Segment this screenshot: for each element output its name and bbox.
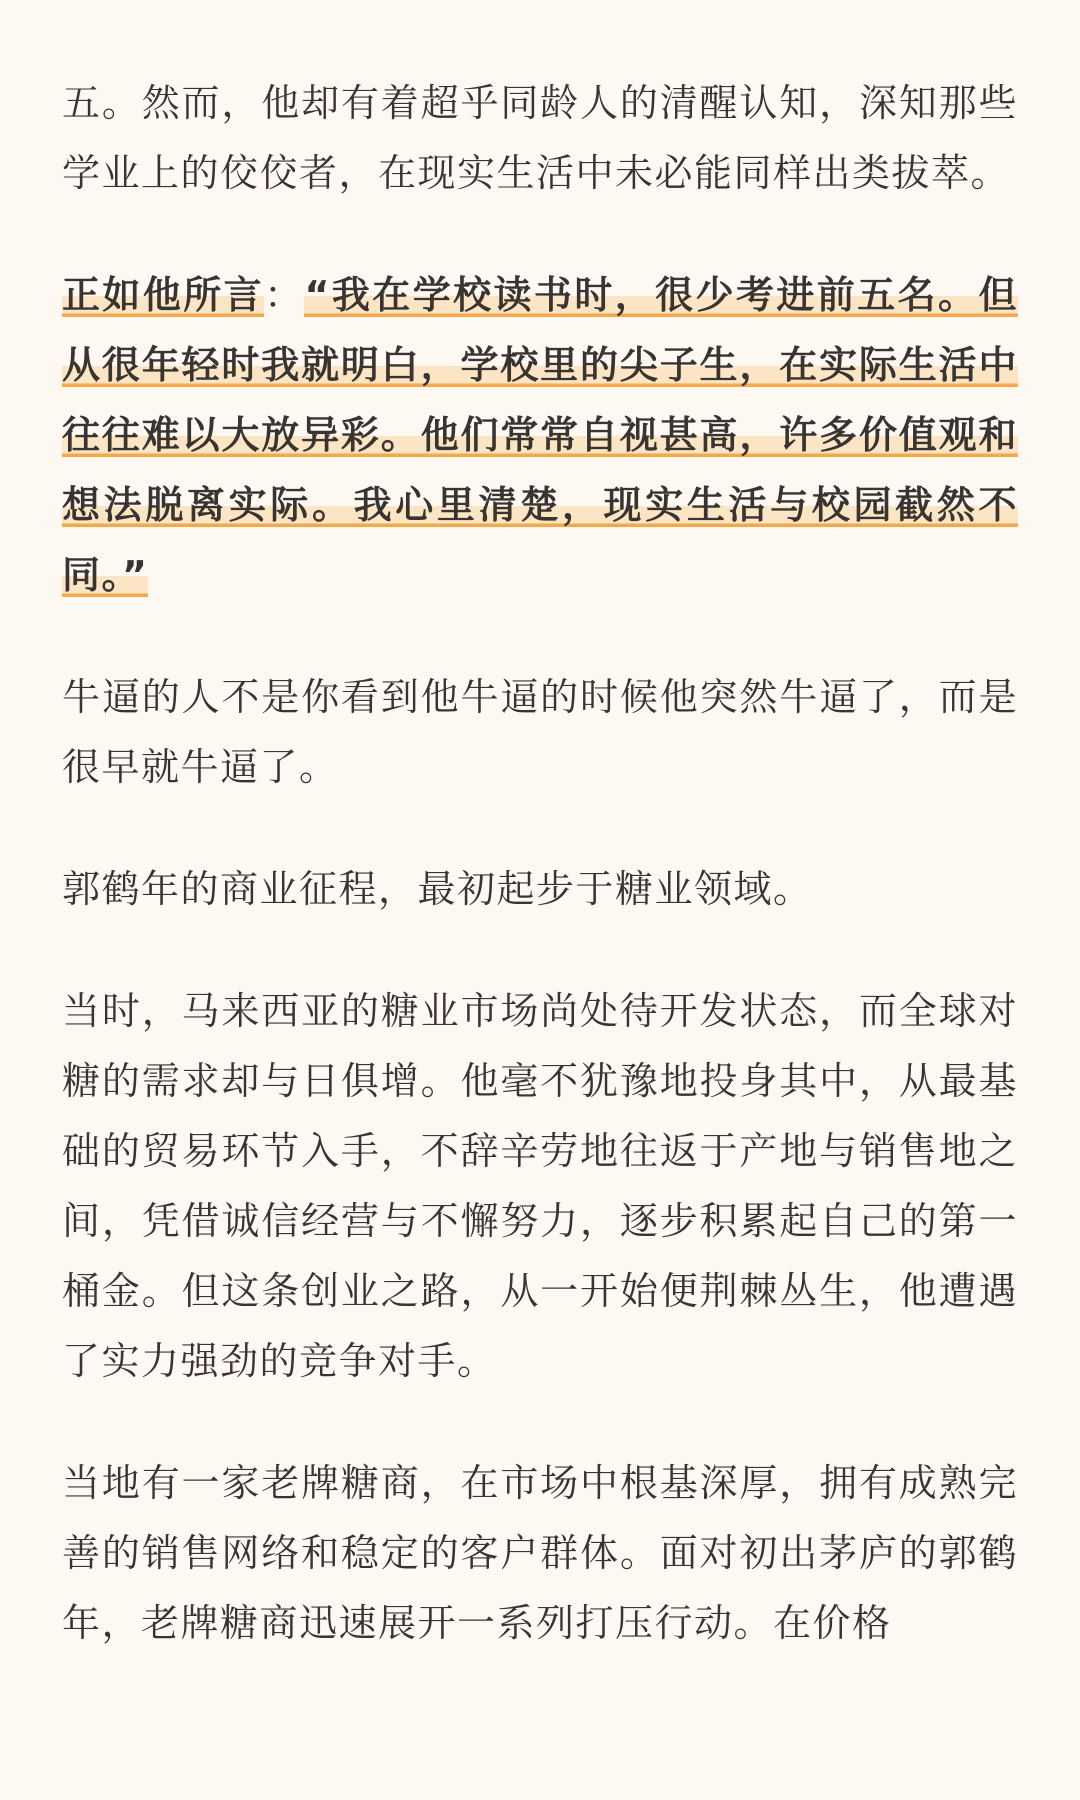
paragraph-remark: 牛逼的人不是你看到他牛逼的时候他突然牛逼了，而是很早就牛逼了。 (62, 675, 1018, 789)
paragraph-sugar-start: 郭鹤年的商业征程，最初起步于糖业领域。 (62, 867, 813, 911)
paragraph-competitor: 当地有一家老牌糖商，在市场中根基深厚，拥有成熟完善的销售网络和稳定的客户群体。面对初出茅庐的郭鹤年，老牌糖商迅速展开一系列打压行动。在价格 (62, 1461, 1018, 1645)
quote-lead: 正如他所言 (62, 273, 265, 317)
quote-colon: ： (264, 273, 305, 317)
paragraph-quote (62, 260, 1018, 610)
paragraph-intro: 五。然而，他却有着超乎同龄人的清醒认知，深知那些学业上的佼佼者，在现实生活中未必能同样出类拔萃。 (62, 81, 1018, 195)
paragraph-market: 当时，马来西亚的糖业市场尚处待开发状态，而全球对糖的需求却与日俱增。他毫不犹豫地投身其中，从最基础的贸易环节入手，不辞辛劳地往返于产地与销售地之间，凭借诚信经营与不懈努力，逐步积累起自己的第一桶金。但这条创业之路，从一开始便荆棘丛生，他遭遇了实力强劲的竞争对手。 (62, 989, 1018, 1383)
highlighted-quote: “我在学校读书时，很少考进前五名。但从很年轻时我就明白，学校里的尖子生，在实际生活中往往难以大放异彩。他们常常自视甚高，许多价值观和想法脱离实际。我心里清楚，现实生活与校园截然不同。” (62, 273, 1018, 597)
